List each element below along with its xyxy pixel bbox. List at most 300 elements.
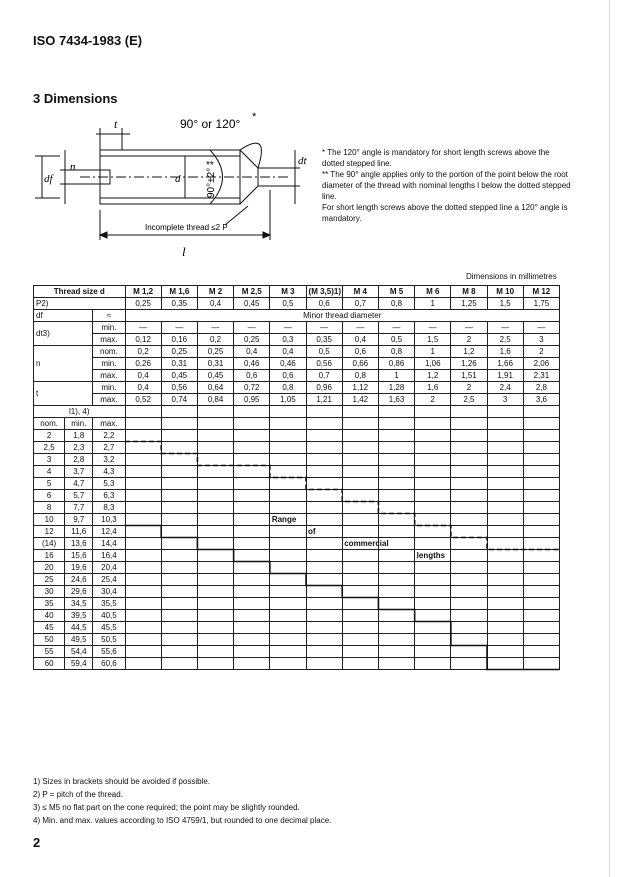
dt_min-cell: — (161, 322, 197, 334)
range-cell (125, 646, 161, 658)
p-cell: 0,25 (125, 298, 161, 310)
range-cell (523, 514, 559, 526)
point-angle: 90°±2° (206, 167, 217, 198)
table-row (34, 310, 560, 322)
dt_min-cell: — (270, 322, 306, 334)
range-cell (342, 514, 378, 526)
sizes-cell: M 3 (270, 286, 306, 298)
n_nom-cell: 0,4 (270, 346, 306, 358)
range-cell (125, 514, 161, 526)
sizes-cell: M 2 (197, 286, 233, 298)
length-nom: 16 (34, 550, 65, 562)
n_nom-cell: 0,8 (378, 346, 414, 358)
range-cell (451, 502, 487, 514)
range-cell (378, 514, 414, 526)
footnote-4: 4) Min. and max. values according to ISO 4759/1, but rounded to one decimal place. (33, 816, 332, 825)
length-min: 13,6 (65, 538, 93, 550)
length-max: 4,3 (93, 466, 125, 478)
t_min-cell: 2,8 (523, 382, 559, 394)
range-cell (523, 430, 559, 442)
range-cell (342, 586, 378, 598)
range-cell (415, 658, 451, 670)
t_max-cell: 0,52 (125, 394, 161, 406)
dt_max-cell: 0,4 (342, 334, 378, 346)
range-cell (234, 634, 270, 646)
t_max-cell: 1,42 (342, 394, 378, 406)
dt_min-cell: — (523, 322, 559, 334)
range-cell (306, 502, 342, 514)
empty-cell (234, 418, 270, 430)
range-cell (161, 502, 197, 514)
n_min-cell: 2,06 (523, 358, 559, 370)
range-cell (197, 502, 233, 514)
range-cell (342, 454, 378, 466)
t_max-cell: 2,5 (451, 394, 487, 406)
range-cell (378, 526, 414, 538)
n_max-cell: 2,31 (523, 370, 559, 382)
dt_max-cell: 0,2 (197, 334, 233, 346)
range-cell (197, 598, 233, 610)
range-cell (342, 574, 378, 586)
range-cell (125, 454, 161, 466)
range-cell (523, 466, 559, 478)
range-cell (161, 550, 197, 562)
range-cell (197, 658, 233, 670)
length-min: 3,7 (65, 466, 93, 478)
range-cell (234, 574, 270, 586)
range-cell (487, 634, 523, 646)
range-cell (197, 514, 233, 526)
n_nom-cell: 1,6 (487, 346, 523, 358)
length-nom: 5 (34, 478, 65, 490)
length-max: 12,4 (93, 526, 125, 538)
document-header: ISO 7434-1983 (E) (33, 33, 143, 48)
length-nom: (14) (34, 538, 65, 550)
table-row (34, 406, 560, 418)
n_min-cell: 0,46 (270, 358, 306, 370)
range-cell (197, 466, 233, 478)
dt_min-cell: — (197, 322, 233, 334)
footnote-2: 2) P = pitch of the thread. (33, 790, 123, 799)
length-max: 3,2 (93, 454, 125, 466)
footnote-3: 3) ≤ M5 no flat part on the cone required; the point may be slightly rounded. (33, 803, 300, 812)
table-row (34, 418, 560, 430)
range-cell (306, 550, 342, 562)
length-min: 5,7 (65, 490, 93, 502)
range-cell (306, 442, 342, 454)
range-word: lengths (416, 550, 446, 560)
range-word: Range (271, 514, 297, 524)
n_max-cell: 0,4 (125, 370, 161, 382)
p-cell: 0,7 (342, 298, 378, 310)
sizes-cell: M 6 (415, 286, 451, 298)
table-row (34, 538, 560, 550)
dt_max-cell: 0,25 (234, 334, 270, 346)
range-cell (378, 490, 414, 502)
n_min-cell: 0,31 (197, 358, 233, 370)
label-df: df (44, 173, 53, 185)
dt_min-cell: — (415, 322, 451, 334)
range-cell (523, 442, 559, 454)
p-cell: 1 (415, 298, 451, 310)
right-margin-line (609, 0, 610, 877)
label-d: d (175, 173, 181, 185)
sizes-cell: M 10 (487, 286, 523, 298)
t_max-cell: 0,74 (161, 394, 197, 406)
n_max-cell: 0,6 (270, 370, 306, 382)
range-cell (270, 646, 306, 658)
range-cell (306, 622, 342, 634)
range-cell (342, 550, 378, 562)
range-cell (487, 490, 523, 502)
empty-cell (523, 406, 559, 418)
length-min: 4,7 (65, 478, 93, 490)
length-nom: 10 (34, 514, 65, 526)
n_min-cell: 1,66 (487, 358, 523, 370)
range-cell (125, 634, 161, 646)
n_max-cell: 1 (378, 370, 414, 382)
range-cell (197, 490, 233, 502)
range-cell (125, 538, 161, 550)
range-cell (487, 646, 523, 658)
length-min: 11,6 (65, 526, 93, 538)
range-cell (415, 562, 451, 574)
range-cell (415, 610, 451, 622)
range-cell (451, 454, 487, 466)
label-dt: dt (298, 155, 307, 167)
length-max: 2,2 (93, 430, 125, 442)
range-cell (270, 598, 306, 610)
range-cell (523, 478, 559, 490)
length-min: 2,3 (65, 442, 93, 454)
dt_min-cell: — (125, 322, 161, 334)
range-cell (197, 454, 233, 466)
range-cell (523, 502, 559, 514)
range-cell (378, 658, 414, 670)
range-cell (161, 622, 197, 634)
range-word: of (308, 526, 316, 536)
length-max: 14,4 (93, 538, 125, 550)
range-cell (415, 598, 451, 610)
range-cell (523, 550, 559, 562)
range-cell (161, 610, 197, 622)
range-cell (234, 466, 270, 478)
n_max-cell: 1,2 (415, 370, 451, 382)
range-cell (378, 598, 414, 610)
length-min: 24,6 (65, 574, 93, 586)
range-cell (342, 502, 378, 514)
range-cell (451, 442, 487, 454)
length-min: 15,6 (65, 550, 93, 562)
range-cell (306, 574, 342, 586)
table-row (34, 334, 560, 346)
range-cell (342, 622, 378, 634)
sizes-cell: M 1,2 (125, 286, 161, 298)
range-cell (487, 526, 523, 538)
empty-cell (270, 406, 306, 418)
range-cell (451, 586, 487, 598)
length-nom: 40 (34, 610, 65, 622)
range-cell (197, 430, 233, 442)
range-cell (197, 574, 233, 586)
t_max-cell: 3,6 (523, 394, 559, 406)
n_nom-cell: 0,25 (197, 346, 233, 358)
dt_min-cell: — (378, 322, 414, 334)
range-cell (306, 562, 342, 574)
dt_min-cell: — (234, 322, 270, 334)
table-row (34, 358, 560, 370)
length-max: 2,7 (93, 442, 125, 454)
table-row (34, 286, 560, 298)
length-nom: 55 (34, 646, 65, 658)
length-nom: 4 (34, 466, 65, 478)
empty-cell (197, 406, 233, 418)
t_max-cell: 1,05 (270, 394, 306, 406)
range-cell (161, 430, 197, 442)
range-cell (161, 478, 197, 490)
range-cell (342, 610, 378, 622)
empty-cell (415, 406, 451, 418)
l-nom-header: nom. (34, 418, 65, 430)
range-cell (234, 442, 270, 454)
range-cell (125, 598, 161, 610)
n_min-cell: 1,26 (451, 358, 487, 370)
range-cell (415, 574, 451, 586)
length-max: 5,3 (93, 478, 125, 490)
range-cell (378, 562, 414, 574)
range-cell (487, 610, 523, 622)
range-cell (197, 526, 233, 538)
length-max: 20,4 (93, 562, 125, 574)
table-row (34, 466, 560, 478)
range-cell (234, 478, 270, 490)
min-label: min. (93, 382, 125, 394)
empty-cell (342, 406, 378, 418)
t_min-cell: 1,12 (342, 382, 378, 394)
length-max: 25,4 (93, 574, 125, 586)
range-cell (451, 598, 487, 610)
min-label: min. (93, 322, 125, 334)
range-cell (487, 442, 523, 454)
table-row (34, 370, 560, 382)
range-cell (234, 622, 270, 634)
range-cell (523, 490, 559, 502)
range-cell (306, 490, 342, 502)
note-2: ** The 90° angle applies only to the portion of the point below the root diameter of the thread with nominal lengths l below the dotted stepped line. (322, 170, 571, 201)
range-cell (125, 442, 161, 454)
range-cell (415, 514, 451, 526)
note-3: For short length screws above the dotted stepped line a 120° angle is mandatory. (322, 203, 568, 223)
t_min-cell: 1,28 (378, 382, 414, 394)
range-cell (451, 430, 487, 442)
range-cell (378, 646, 414, 658)
length-nom: 2 (34, 430, 65, 442)
empty-cell (306, 418, 342, 430)
range-cell (270, 454, 306, 466)
range-cell (234, 526, 270, 538)
empty-cell (197, 418, 233, 430)
range-cell (487, 454, 523, 466)
n_max-cell: 0,45 (197, 370, 233, 382)
l-label: l1), 4) (34, 406, 126, 418)
range-cell (523, 646, 559, 658)
empty-cell (161, 406, 197, 418)
range-cell (161, 526, 197, 538)
range-cell (161, 538, 197, 550)
range-cell (378, 478, 414, 490)
p-cell: 0,4 (197, 298, 233, 310)
range-cell (378, 634, 414, 646)
length-max: 10,3 (93, 514, 125, 526)
length-nom: 30 (34, 586, 65, 598)
range-cell (161, 442, 197, 454)
p-cell: 0,6 (306, 298, 342, 310)
dt-label: dt3) (34, 322, 93, 346)
range-cell (197, 634, 233, 646)
range-cell (378, 550, 414, 562)
length-nom: 25 (34, 574, 65, 586)
table-row (34, 562, 560, 574)
n_nom-cell: 0,4 (234, 346, 270, 358)
range-cell (415, 622, 451, 634)
range-cell (125, 526, 161, 538)
range-cell (125, 622, 161, 634)
empty-cell (378, 406, 414, 418)
range-cell (234, 658, 270, 670)
t_min-cell: 0,72 (234, 382, 270, 394)
length-max: 6,3 (93, 490, 125, 502)
range-cell (451, 466, 487, 478)
t_min-cell: 0,56 (161, 382, 197, 394)
t_min-cell: 0,64 (197, 382, 233, 394)
range-cell (415, 526, 451, 538)
range-cell (234, 562, 270, 574)
range-cell (197, 550, 233, 562)
range-cell (342, 658, 378, 670)
label-t: t (114, 117, 118, 131)
range-cell (306, 478, 342, 490)
dt_max-cell: 0,12 (125, 334, 161, 346)
empty-cell (523, 418, 559, 430)
range-cell (197, 586, 233, 598)
t_min-cell: 0,4 (125, 382, 161, 394)
range-cell (487, 562, 523, 574)
range-cell (342, 646, 378, 658)
table-row (34, 394, 560, 406)
length-min: 19,6 (65, 562, 93, 574)
df-text: Minor thread diameter (125, 310, 559, 322)
range-cell (451, 646, 487, 658)
p-cell: 1,5 (487, 298, 523, 310)
empty-cell (415, 418, 451, 430)
table-row (34, 442, 560, 454)
dimensions-table (33, 285, 560, 670)
n_min-cell: 1,06 (415, 358, 451, 370)
range-cell (451, 550, 487, 562)
range-cell (270, 538, 306, 550)
table-row (34, 514, 560, 526)
length-nom: 20 (34, 562, 65, 574)
range-cell (306, 454, 342, 466)
table-row (34, 502, 560, 514)
length-max: 16,4 (93, 550, 125, 562)
range-cell (197, 610, 233, 622)
footnote-1: 1) Sizes in brackets should be avoided if possible. (33, 777, 210, 786)
t_max-cell: 2 (415, 394, 451, 406)
range-cell (270, 430, 306, 442)
range-cell (487, 430, 523, 442)
n_nom-cell: 0,5 (306, 346, 342, 358)
n_min-cell: 0,31 (161, 358, 197, 370)
t_max-cell: 1,21 (306, 394, 342, 406)
t-label: t (34, 382, 93, 406)
n_nom-cell: 0,2 (125, 346, 161, 358)
label-l: l (182, 244, 186, 259)
range-cell (342, 562, 378, 574)
range-cell (342, 466, 378, 478)
range-cell (451, 538, 487, 550)
length-max: 40,5 (93, 610, 125, 622)
range-cell (451, 514, 487, 526)
range-cell (270, 466, 306, 478)
nom-label: nom. (93, 346, 125, 358)
range-cell (270, 550, 306, 562)
length-min: 54,4 (65, 646, 93, 658)
range-cell (234, 430, 270, 442)
df-eq: ≈ (93, 310, 125, 322)
range-cell (270, 526, 306, 538)
length-min: 44,5 (65, 622, 93, 634)
n_nom-cell: 1,2 (451, 346, 487, 358)
range-cell (342, 598, 378, 610)
n_nom-cell: 2 (523, 346, 559, 358)
table-row (34, 478, 560, 490)
range-cell (415, 490, 451, 502)
range-cell (306, 514, 342, 526)
range-cell (306, 466, 342, 478)
range-cell (306, 646, 342, 658)
range-cell (161, 574, 197, 586)
range-cell (161, 646, 197, 658)
empty-cell (451, 406, 487, 418)
range-cell (523, 574, 559, 586)
n_max-cell: 0,7 (306, 370, 342, 382)
range-cell (161, 658, 197, 670)
length-max: 55,6 (93, 646, 125, 658)
table-row (34, 454, 560, 466)
length-nom: 6 (34, 490, 65, 502)
table-row (34, 526, 560, 538)
dt_max-cell: 0,35 (306, 334, 342, 346)
range-cell (270, 622, 306, 634)
range-cell (451, 622, 487, 634)
range-cell (234, 646, 270, 658)
range-cell (451, 490, 487, 502)
drawing-notes (322, 147, 572, 224)
range-cell (342, 490, 378, 502)
empty-cell (125, 418, 161, 430)
length-max: 8,3 (93, 502, 125, 514)
range-cell (270, 442, 306, 454)
page-number: 2 (33, 835, 41, 850)
range-cell (378, 442, 414, 454)
n_max-cell: 0,8 (342, 370, 378, 382)
length-nom: 35 (34, 598, 65, 610)
t_max-cell: 3 (487, 394, 523, 406)
range-cell (161, 466, 197, 478)
length-min: 29,6 (65, 586, 93, 598)
range-cell (523, 586, 559, 598)
